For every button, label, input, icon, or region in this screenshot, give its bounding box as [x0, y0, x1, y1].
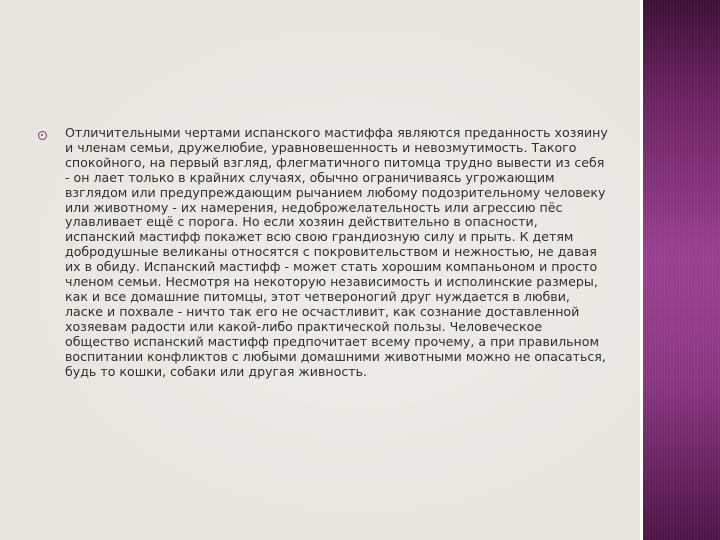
decorative-side-panel [643, 0, 720, 540]
bullet-list [38, 126, 608, 379]
target-circle-icon [38, 131, 47, 140]
bullet-text: Отличительными чертами испанского мастиффа являются преданность хозяину и членам семьи, дружелюбие, уравновешенность и невозмутимость. Такого спокойного, на первый взгляд, флегматичного питомца трудно вывести из себя - он лает только в крайних случаях, обычно ограничиваясь угрожающим взглядом или предупреждающим рычанием любому подозрительному человеку или животному - их намерения, недоброжелательность или агрессию пёс улавливает ещё с порога. Но если хозяин действительно в опасности, испанский мастифф покажет всю свою грандиозную силу и прыть. К детям добродушные великаны относятся с покровительством и нежностью, не давая их в обиду. Испанский мастифф - может стать хорошим компаньоном и просто членом семьи. Несмотря на некоторую независимость и исполинские размеры, как и все домашние питомцы, этот четвероногий друг нуждается в любви, ласке и похвале - ничто так его не осчастливит, как сознание доставленной хозяевам радости или какой-либо практической пользы. Человеческое общество испанский мастифф предпочитает всему прочему, а при правильном воспитании конфликтов с любыми домашними животными можно не опасаться, будь то кошки, собаки или другая живность. [65, 125, 608, 379]
